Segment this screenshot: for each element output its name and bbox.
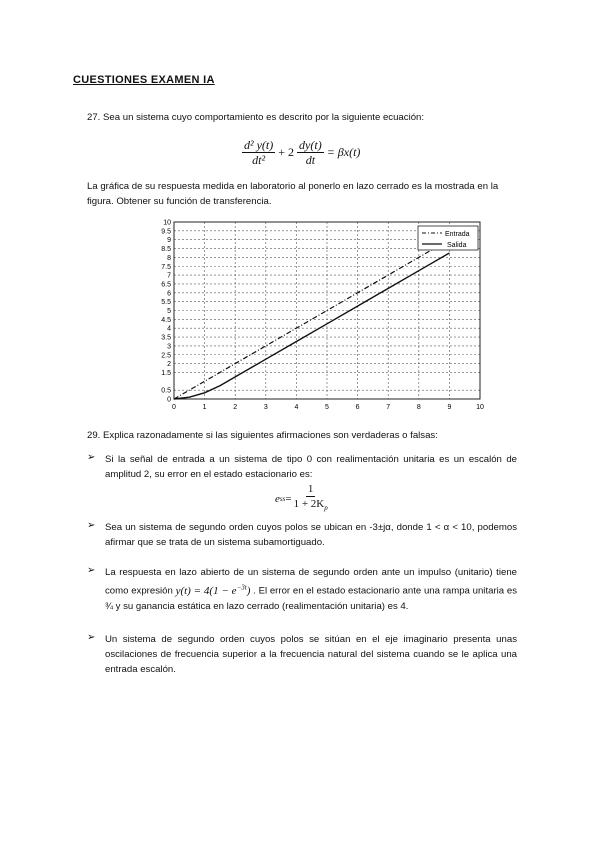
y-tick-label: 9 xyxy=(167,237,171,245)
y-tick-label: 9.5 xyxy=(161,228,171,236)
x-tick-label: 5 xyxy=(325,404,329,411)
eq-den2: dt xyxy=(305,153,316,167)
eq-rhs: = βx(t) xyxy=(326,145,361,159)
ess-den: 1 + 2K xyxy=(293,498,325,510)
q29-item1-equation xyxy=(275,482,330,515)
eq-num2: dy(t) xyxy=(299,138,322,152)
y-tick-label: 7.5 xyxy=(161,263,171,271)
q27-equation xyxy=(242,138,360,167)
legend-entrada-label: Entrada xyxy=(445,231,470,238)
bullet-icon: ➢ xyxy=(87,452,96,463)
bullet-icon: ➢ xyxy=(87,565,96,576)
y-tick-label: 3 xyxy=(167,343,171,351)
y-tick-label: 8 xyxy=(167,254,171,262)
q27-description: La gráfica de su respuesta medida en laboratorio al ponerlo en lazo cerrado es la mostrada en la figura. Obtener su función de transferencia. xyxy=(87,181,499,207)
y-tick-label: 2.5 xyxy=(161,352,171,360)
item3-equation: y(t) = 4(1 − e xyxy=(175,584,237,597)
y-tick-label: 6 xyxy=(167,290,171,298)
x-tick-label: 1 xyxy=(202,404,207,411)
y-tick-label: 4 xyxy=(167,325,171,333)
y-tick-label: 5 xyxy=(167,308,171,315)
item3-eq-end: ) xyxy=(246,584,251,597)
q29-heading: 29. Explica razonadamente si las siguientes afirmaciones son verdaderas o falsas: xyxy=(87,430,438,441)
q29-item-2: Sea un sistema de segundo orden cuyos polos se ubican en -3±jα, donde 1 < α < 10, podemos afirmar que se trata de un sistema subamortiguado. xyxy=(105,522,517,548)
response-chart xyxy=(150,215,495,415)
page-title: CUESTIONES EXAMEN IA xyxy=(73,74,215,86)
y-tick-label: 7 xyxy=(167,272,171,280)
ess-eq: = xyxy=(285,492,292,505)
eq-den1: dt² xyxy=(252,153,266,167)
ess-sub: ss xyxy=(279,494,286,503)
y-tick-label: 5.5 xyxy=(161,299,171,307)
y-tick-label: 8.5 xyxy=(161,246,171,254)
y-tick-label: 6.5 xyxy=(161,281,171,289)
x-tick-label: 4 xyxy=(294,404,299,411)
y-tick-label: 0 xyxy=(167,396,171,404)
q29-item-4: Un sistema de segundo orden cuyos polos se sitúan en el eje imaginario presenta unas oscilaciones de frecuencia superior a la frecuencia natural del sistema cuando se le aplica una entrada escalón. xyxy=(105,634,517,675)
ess-num: 1 xyxy=(307,483,314,495)
x-tick-label: 6 xyxy=(355,404,360,411)
legend-salida-label: Salida xyxy=(447,242,467,249)
x-tick-label: 8 xyxy=(416,404,421,411)
q27-text: 27. Sea un sistema cuyo comportamiento es descrito por la siguiente ecuación: xyxy=(87,112,425,123)
q29-item-1: Si la señal de entrada a un sistema de tipo 0 con realimentación unitaria es un escalón de amplitud 2, su error en el estado estacionario es: xyxy=(105,454,517,480)
y-tick-label: 4.5 xyxy=(161,316,171,324)
y-tick-label: 10 xyxy=(163,219,171,227)
x-tick-label: 10 xyxy=(476,404,484,411)
eq-num1: d² y(t) xyxy=(244,138,274,152)
ess-lhs: e xyxy=(275,492,280,505)
x-tick-label: 0 xyxy=(172,404,176,411)
y-tick-label: 3.5 xyxy=(161,334,171,342)
bullet-icon: ➢ xyxy=(87,520,96,531)
ess-den-sub: p xyxy=(324,504,328,513)
y-tick-label: 1.5 xyxy=(161,369,171,377)
y-axis xyxy=(161,220,171,404)
y-tick-label: 2 xyxy=(167,361,171,369)
y-tick-label: 0.5 xyxy=(161,387,171,395)
q29-item-3 xyxy=(105,565,517,614)
x-tick-label: 7 xyxy=(386,404,391,411)
item3-exponent: −3t xyxy=(236,583,247,591)
item3-text-a: La respuesta en lazo abierto de un sistema de segundo orden ante un impulso (unitario) tiene como expresión xyxy=(105,567,517,597)
series-entrada-line xyxy=(174,231,465,399)
chart-legend xyxy=(418,226,478,250)
x-tick-label: 9 xyxy=(447,404,452,411)
bullet-icon: ➢ xyxy=(87,632,96,643)
x-tick-label: 2 xyxy=(233,404,238,411)
item3-text-b: . El error en el estado estacionario ante una rampa unitaria es ¾ y su ganancia estática en lazo cerrado (realimentación unitaria) es 4. xyxy=(105,585,517,612)
x-tick-label: 3 xyxy=(263,404,268,411)
x-axis xyxy=(172,404,484,411)
eq-plus2: + 2 xyxy=(278,145,295,159)
